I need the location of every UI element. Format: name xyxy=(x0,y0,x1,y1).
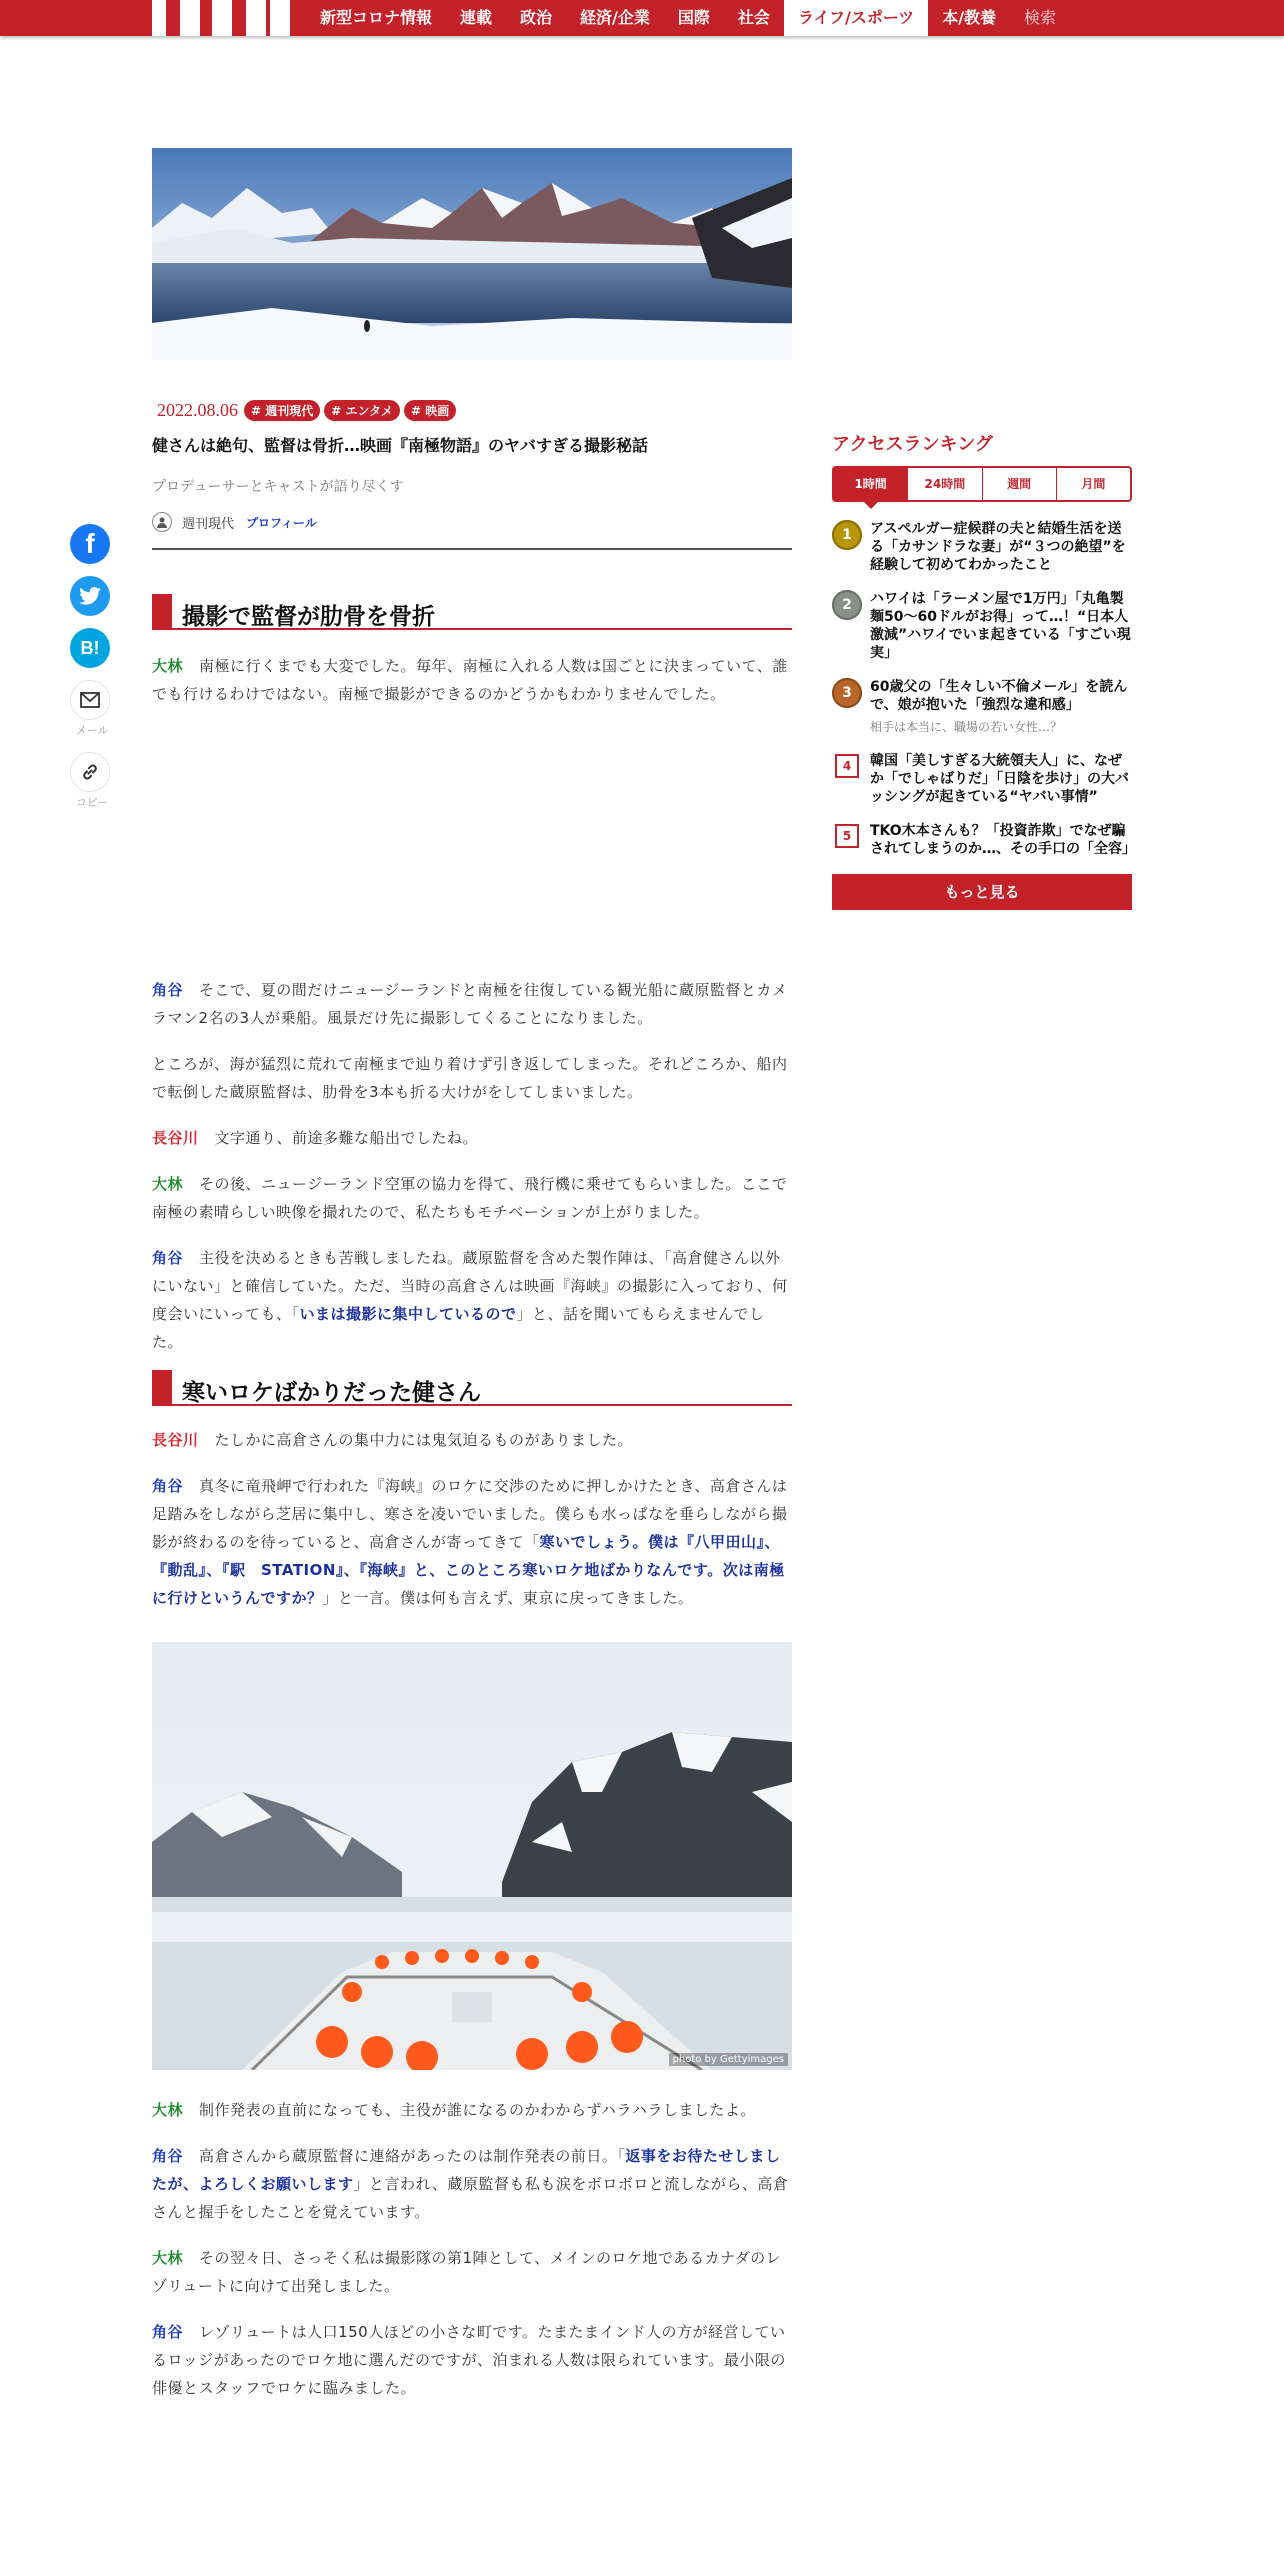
nav-item-life-sports[interactable]: ライフ/スポーツ xyxy=(784,0,928,36)
rank-badge: 1 xyxy=(832,520,862,550)
hatena-icon: B! xyxy=(80,637,100,658)
author-icon xyxy=(156,516,168,528)
paragraph: 角谷 高倉さんから蔵原監督に連絡があったのは制作発表の前日。「返事をお待たせしましたが、よろしくお願いします」と言われ、蔵原監督も私も涙をボロボロと流しながら、高倉さんと握手をしたことを覚えています。 xyxy=(152,2147,789,2221)
article xyxy=(152,148,792,2402)
speaker-name: 角谷 xyxy=(152,2323,184,2341)
paragraph: 大林 制作発表の直前になっても、主役が誰になるのかわからずハラハラしましたよ。 xyxy=(152,2101,756,2119)
divider xyxy=(152,548,792,550)
paragraph: 角谷 レゾリュートは人口150人ほどの小さな町です。たまたまインド人の方が経営しているロッジがあったのでロケ地に選んだのですが、泊まれる人数は限られています。最小限の俳優とスタッフでロケに臨みました。 xyxy=(152,2323,786,2397)
publish-date: 2022.08.06 xyxy=(157,400,238,420)
rank-badge: 4 xyxy=(835,754,859,778)
tag-weekly[interactable]: # 週刊現代 xyxy=(244,400,320,421)
mail-icon xyxy=(80,692,100,708)
top-navigation xyxy=(0,0,1284,36)
nav-item-politics[interactable]: 政治 xyxy=(520,8,553,27)
copy-label: コピー xyxy=(75,796,109,809)
paragraph: 角谷 そこで、夏の間だけニュージーランドと南極を往復している観光船に蔵原監督とカメラマン2名の3人が乗船。風景だけ先に撮影してくることになりました。 xyxy=(152,981,788,1027)
share-bar xyxy=(70,524,114,824)
ranking-title: アクセスランキング xyxy=(832,434,993,455)
access-ranking xyxy=(832,430,1136,910)
speaker-name: 角谷 xyxy=(152,1249,184,1267)
photo-credit: photo by Gettyimages xyxy=(669,2053,788,2066)
rank-badge: 5 xyxy=(835,824,859,848)
facebook-icon: f xyxy=(85,528,95,559)
twitter-icon xyxy=(79,587,101,605)
paragraph: 大林 その後、ニュージーランド空軍の協力を得て、飛行機に乗せてもらいました。ここで南極の素晴らしい映像を撮れたので、私たちもモチベーションが上がりました。 xyxy=(152,1175,788,1221)
quote-emphasis: 返事をお待たせしましたが、よろしくお願いします xyxy=(152,2147,781,2193)
ship-bow-photo xyxy=(152,1642,792,2070)
ranking-headline: 60歳父の「生々しい不倫メール」を読んで、娘が抱いた「強烈な違和感」 xyxy=(870,679,1128,713)
paragraph: 長谷川 文字通り、前途多難な船出でしたね。 xyxy=(152,1129,479,1147)
nav-item-books[interactable]: 本/教養 xyxy=(942,8,997,27)
hatena-bookmark-button[interactable] xyxy=(70,628,110,668)
ranking-tabs xyxy=(832,466,1132,502)
tab-24hours[interactable]: 24時間 xyxy=(907,468,981,500)
ranking-item[interactable] xyxy=(832,822,1136,858)
nav-item-series[interactable]: 連載 xyxy=(460,8,493,27)
author-name[interactable]: 週刊現代 xyxy=(182,516,235,532)
ranking-headline: ハワイは「ラーメン屋で1万円」「丸亀製麺50～60ドルがお得」って…！“日本人激減”ハワイでいま起きている「すごい現実」 xyxy=(870,591,1131,661)
nav-item-international[interactable]: 国際 xyxy=(677,8,710,27)
nav-search[interactable]: 検索 xyxy=(1024,8,1057,27)
ranking-headline: TKO木本さんも？「投資詐欺」でなぜ騙されてしまうのか…、その手口の「全容」 xyxy=(870,823,1136,857)
article-subtitle: プロデューサーとキャストが語り尽くす xyxy=(152,479,404,495)
ranking-headline: 韓国「美しすぎる大統領夫人」に、なぜか「でしゃばりだ」「日陰を歩け」の大バッシングが起きている“ヤバい事情” xyxy=(870,753,1129,805)
nav-item-economy[interactable]: 経済/企業 xyxy=(580,8,650,27)
copy-link-button[interactable] xyxy=(70,752,110,792)
speaker-name: 大林 xyxy=(152,2249,184,2267)
paragraph: 長谷川 たしかに高倉さんの集中力には鬼気迫るものがありました。 xyxy=(152,1431,634,1449)
tag-entertainment[interactable]: # エンタメ xyxy=(324,400,400,421)
speaker-name: 角谷 xyxy=(152,1477,184,1495)
mail-label: メール xyxy=(75,724,109,737)
profile-link[interactable]: プロフィール xyxy=(246,515,317,530)
section-heading-2: 寒いロケばかりだった健さん xyxy=(152,1370,792,1406)
nav-item-society[interactable]: 社会 xyxy=(737,8,770,27)
ranking-subtext: 相手は本当に、職場の若い女性…？ xyxy=(870,720,1063,734)
rank-badge: 2 xyxy=(832,590,862,620)
tab-weekly[interactable]: 週間 xyxy=(982,468,1056,500)
hero-image-antarctica xyxy=(152,148,792,360)
ranking-item[interactable] xyxy=(832,752,1132,806)
ranking-item[interactable] xyxy=(832,590,1132,662)
link-icon xyxy=(80,762,100,782)
rank-badge: 3 xyxy=(832,678,862,708)
speaker-name: 角谷 xyxy=(152,981,184,999)
paragraph: 角谷 真冬に竜飛岬で行われた『海峡』のロケに交渉のために押しかけたとき、高倉さんは足踏みをしながら芝居に集中し、寒さを凌いでいました。僕らも水っぱなを垂らしながら撮影が終わるのを待っていると、高倉さんが寄ってきて「寒いでしょう。僕は『八甲田山』、『動乱』、『駅 STATION』、『海峡』と、このところ寒いロケ地ばかりなんです。次は南極に行けというんですか？」と一言。僕は何も言えず、東京に戻ってきました。 xyxy=(152,1477,788,1607)
quote-emphasis: 寒いでしょう。僕は『八甲田山』、『動乱』、『駅 STATION』、『海峡』と、このところ寒いロケ地ばかりなんです。次は南極に行けというんですか？ xyxy=(152,1533,785,1607)
speaker-name: 大林 xyxy=(152,657,184,675)
tag-movie[interactable]: # 映画 xyxy=(404,400,456,421)
speaker-name: 大林 xyxy=(152,1175,184,1193)
ranking-item[interactable] xyxy=(832,678,1132,736)
article-photo xyxy=(152,1642,792,2070)
site-logo[interactable] xyxy=(152,0,290,36)
speaker-name: 長谷川 xyxy=(152,1129,199,1147)
more-button[interactable]: もっと見る xyxy=(832,874,1132,910)
author-avatar xyxy=(152,512,172,532)
speaker-name: 大林 xyxy=(152,2101,184,2119)
tab-monthly[interactable]: 月間 xyxy=(1056,468,1130,500)
section-heading-1: 撮影で監督が肋骨を骨折 xyxy=(152,594,792,630)
paragraph: ところが、海が猛烈に荒れて南極まで辿り着けず引き返してしまった。それどころか、船内で転倒した蔵原監督は、肋骨を3本も折る大けがをしてしまいました。 xyxy=(152,1055,788,1101)
mail-share-button[interactable] xyxy=(70,680,110,720)
article-title: 健さんは絶句、監督は骨折…映画『南極物語』のヤバすぎる撮影秘話 xyxy=(152,436,649,455)
ranking-headline: アスペルガー症候群の夫と結婚生活を送る「カサンドラな妻」が“３つの絶望”を経験して初めてわかったこと xyxy=(870,521,1126,573)
speaker-name: 長谷川 xyxy=(152,1431,199,1449)
paragraph: 角谷 主役を決めるときも苦戦しましたね。蔵原監督を含めた製作陣は、「高倉健さん以外にいない」と確信していた。ただ、当時の高倉さんは映画『海峡』の撮影に入っており、何度会いにいっても、「いまは撮影に集中しているので」と、話を聞いてもらえませんでした。 xyxy=(152,1249,788,1351)
paragraph: 大林 南極に行くまでも大変でした。毎年、南極に入れる人数は国ごとに決まっていて、誰でも行けるわけではない。南極で撮影ができるのかどうかもわかりませんでした。 xyxy=(152,657,788,703)
tab-1hour[interactable]: 1時間 xyxy=(834,468,907,500)
facebook-share-button[interactable] xyxy=(70,524,110,564)
quote-emphasis: いまは撮影に集中しているので xyxy=(299,1305,517,1323)
paragraph: 大林 その翌々日、さっそく私は撮影隊の第1陣として、メインのロケ地であるカナダのレゾリュートに向けて出発しました。 xyxy=(152,2249,782,2295)
speaker-name: 角谷 xyxy=(152,2147,184,2165)
twitter-share-button[interactable] xyxy=(70,576,110,616)
nav-item-covid[interactable]: 新型コロナ情報 xyxy=(320,8,433,27)
ranking-item[interactable] xyxy=(832,520,1132,574)
